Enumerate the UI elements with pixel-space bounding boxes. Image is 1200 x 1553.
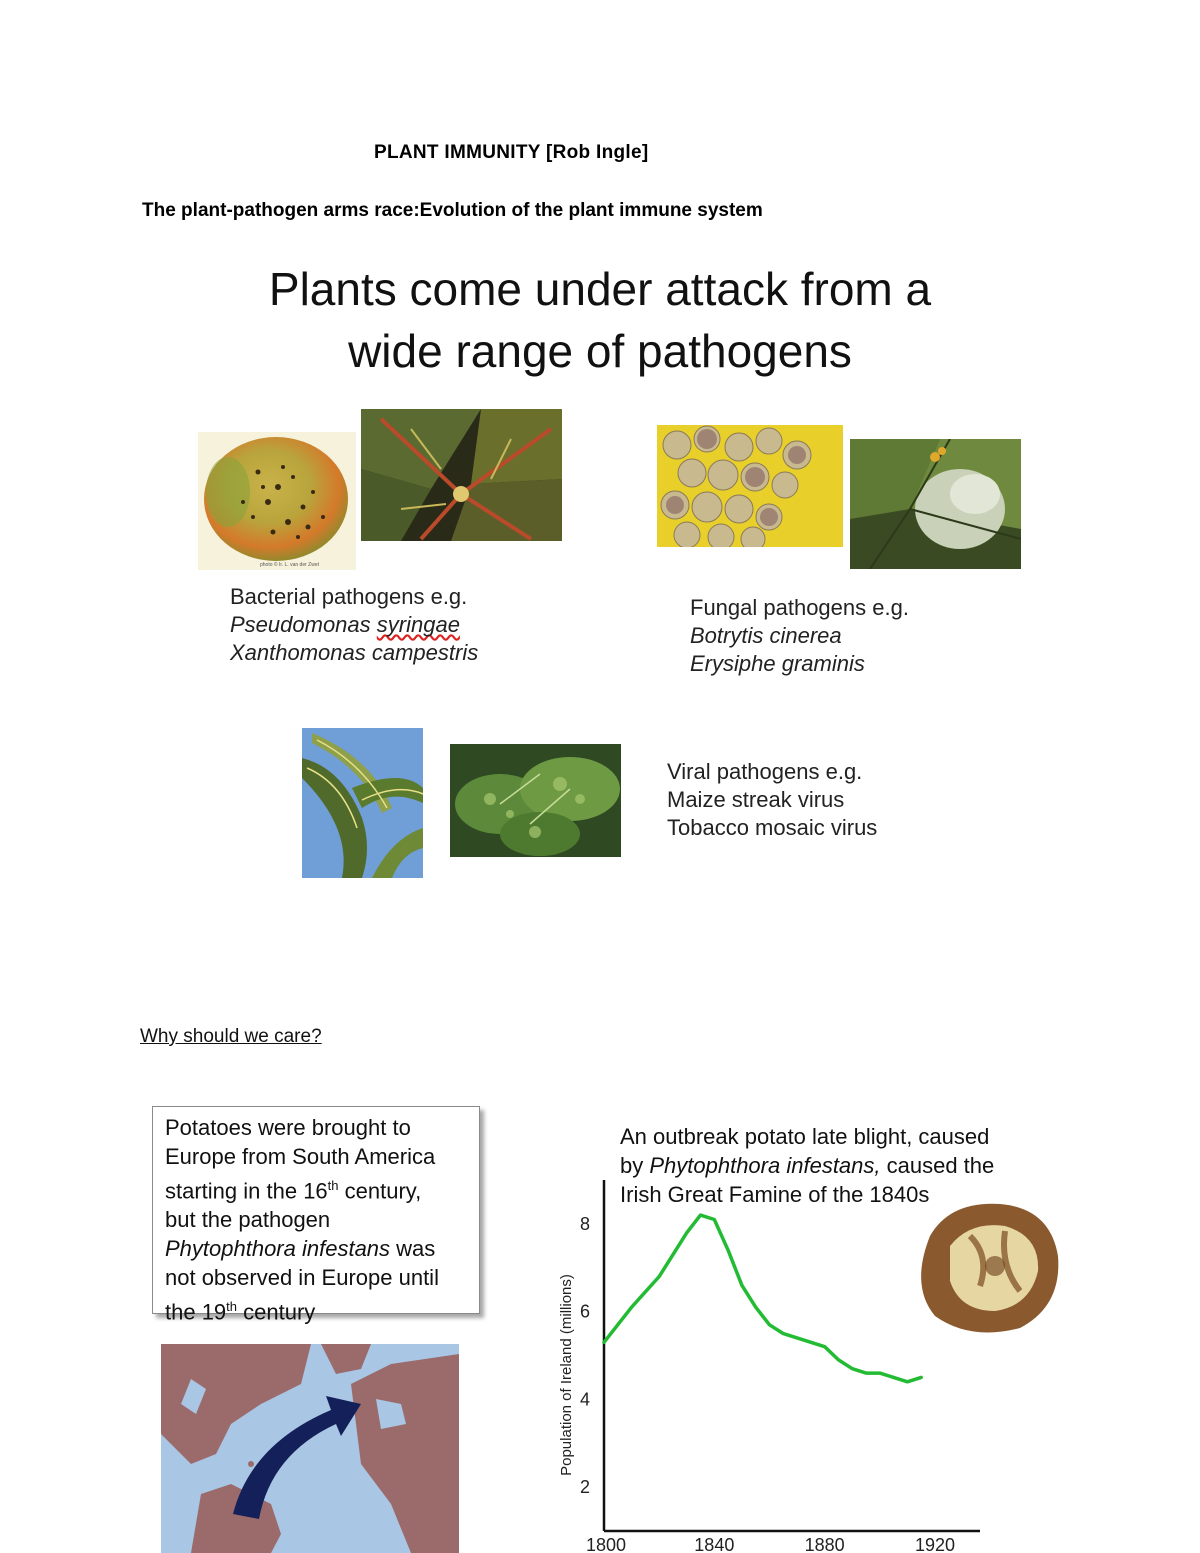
document-subtitle: The plant-pathogen arms race:Evolution of the plant immune system [142, 200, 763, 221]
grape-botrytis-photo [657, 425, 843, 547]
viral-caption [667, 758, 877, 842]
x-tick-label: 1800 [585, 1535, 627, 1553]
document-title: PLANT IMMUNITY [Rob Ingle] [374, 142, 649, 163]
callout-line: Europe from South America [165, 1144, 436, 1169]
y-axis-label: Population of Ireland (millions) [558, 1274, 575, 1476]
why-care-heading: Why should we care? [140, 1026, 322, 1047]
potato-history-callout [152, 1106, 480, 1325]
viral-label: Viral pathogens e.g. [667, 759, 863, 784]
x-tick-label: 1840 [694, 1535, 735, 1553]
y-tick-label: 2 [579, 1477, 590, 1498]
chart-caption-line: Irish Great Famine of the 1840s [620, 1182, 930, 1207]
callout-line: Phytophthora infestans was [165, 1236, 436, 1262]
maize-streak-photo [302, 728, 423, 878]
leaf-bacterial-blight-photo [361, 409, 562, 541]
chart-caption-line: An outbreak potato late blight, caused [620, 1124, 990, 1149]
bacterial-species-1-epithet: syringae [376, 612, 460, 637]
bacterial-caption [230, 583, 478, 667]
bacterial-species-2: Xanthomonas campestris [230, 640, 479, 665]
bacterial-species-1 [230, 611, 478, 639]
callout-line: but the pathogen [165, 1207, 331, 1233]
bacterial-species-1-genus: Pseudomonas [230, 612, 371, 637]
fungal-caption [690, 594, 909, 678]
powdery-mildew-leaf-photo [850, 439, 1021, 569]
photo-credit: photo © Ir. L. van der Zwet [260, 562, 319, 568]
apple-bacterial-spot-photo [198, 432, 356, 570]
slide-heading [150, 258, 1050, 382]
chart-caption-line: by Phytophthora infestans, caused the [620, 1153, 995, 1178]
viral-species-1: Maize streak virus [667, 787, 845, 812]
callout-line: not observed in Europe until [165, 1265, 439, 1291]
y-tick-label: 8 [579, 1213, 590, 1234]
callout-line: starting in the 16th century, [165, 1178, 422, 1204]
fungal-label: Fungal pathogens e.g. [690, 595, 909, 620]
x-tick-label: 1880 [804, 1535, 845, 1553]
ireland-population-chart [550, 1175, 980, 1553]
callout-line: the 19th century [165, 1299, 316, 1325]
slide-heading-line2: wide range of pathogens [348, 325, 852, 377]
fungal-species-1: Botrytis cinerea [690, 623, 842, 648]
y-tick-label: 4 [579, 1389, 590, 1410]
x-tick-label: 1920 [914, 1535, 956, 1553]
population-series-line [604, 1215, 921, 1382]
fungal-species-2: Erysiphe graminis [690, 651, 865, 676]
callout-line: Potatoes were brought to [165, 1115, 411, 1140]
tobacco-mosaic-photo [450, 744, 621, 857]
bacterial-label: Bacterial pathogens e.g. [230, 584, 468, 609]
y-tick-label: 6 [579, 1301, 590, 1322]
atlantic-map-image [161, 1344, 459, 1553]
viral-species-2: Tobacco mosaic virus [667, 815, 878, 840]
slide-heading-line1: Plants come under attack from a [268, 263, 932, 315]
